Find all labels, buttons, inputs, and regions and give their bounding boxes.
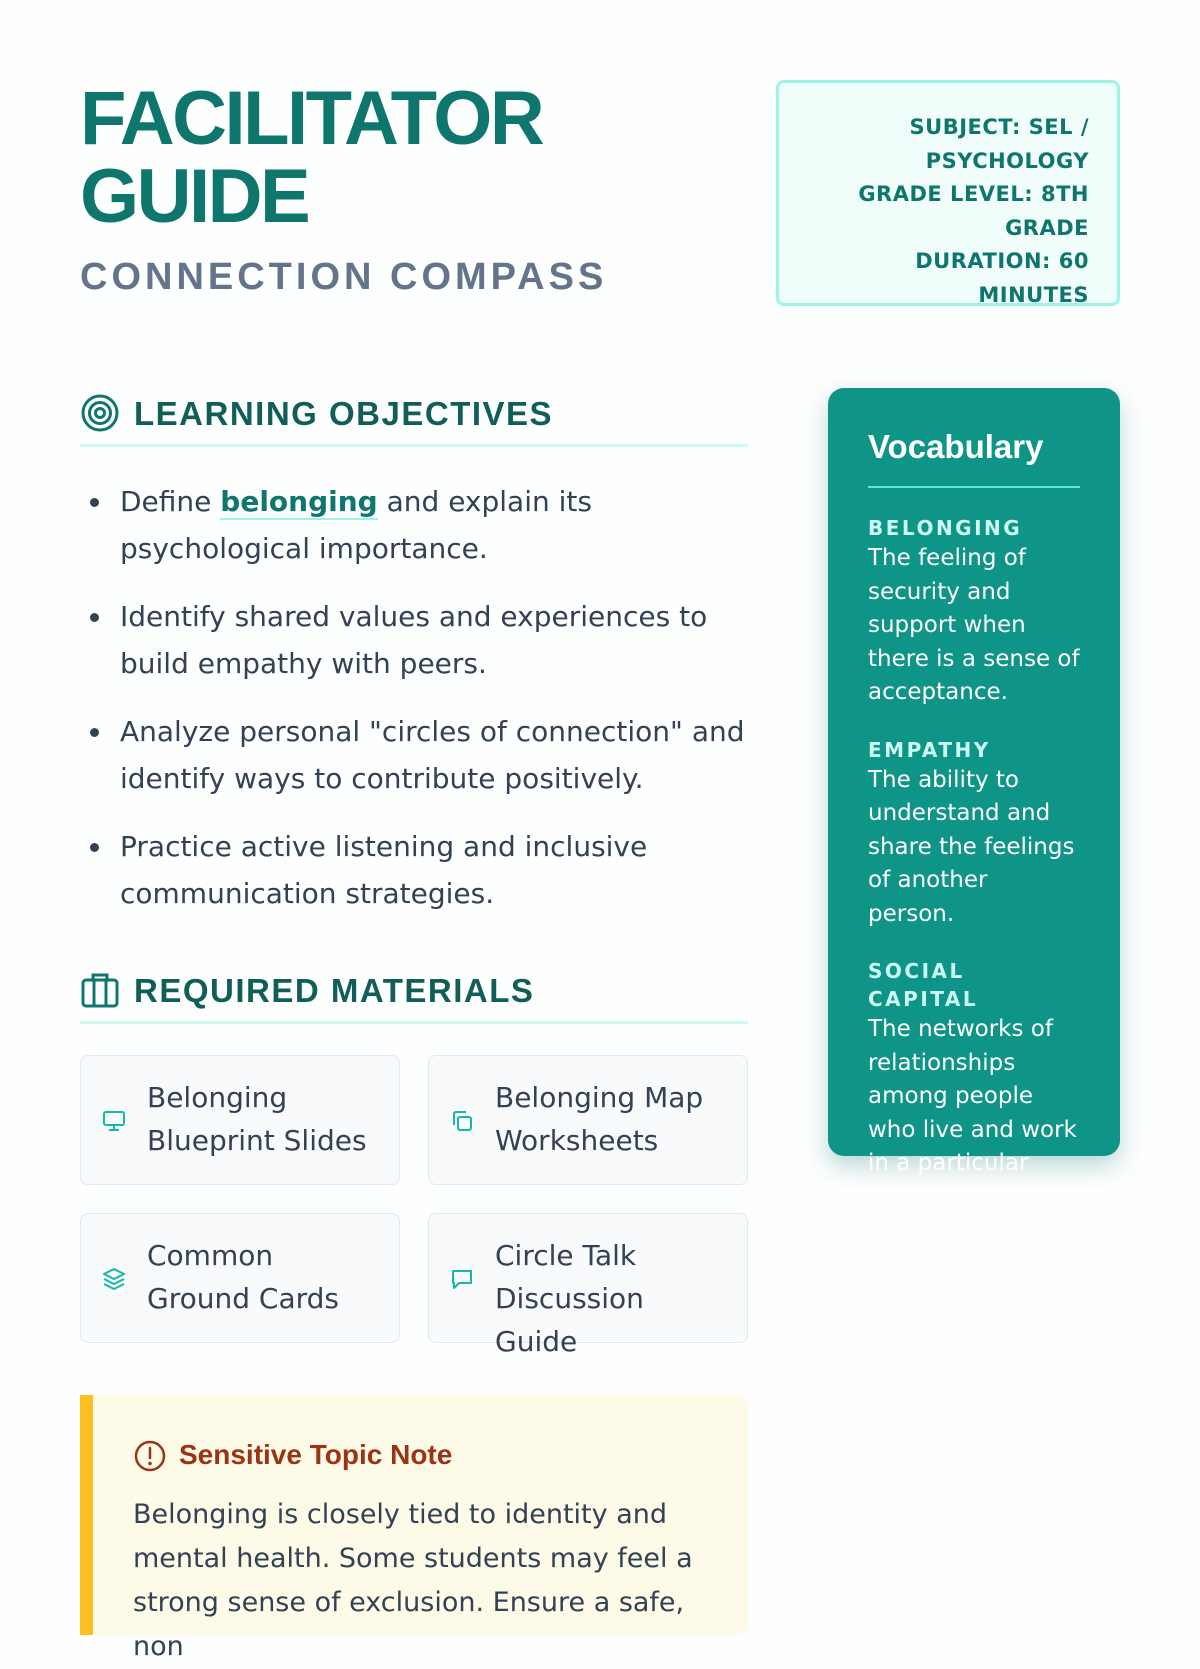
- material-label: Belonging Blueprint Slides: [147, 1081, 367, 1157]
- keyword-belonging: belonging: [220, 485, 378, 518]
- note-heading: Sensitive Topic Note: [179, 1439, 453, 1470]
- vocabulary-title: Vocabulary: [868, 428, 1080, 488]
- chat-icon: [449, 1266, 475, 1292]
- vocab-term: [868, 736, 1080, 932]
- materials-heading-label: REQUIRED MATERIALS: [134, 972, 535, 1009]
- term-name: SOCIAL CAPITAL: [868, 959, 979, 1011]
- list-item: Define belonging and explain its psychological importance.: [80, 478, 748, 572]
- material-card: [80, 1213, 400, 1343]
- objectives-heading-label: LEARNING OBJECTIVES: [134, 395, 554, 432]
- page-title: FACILITATOR GUIDE: [80, 76, 543, 239]
- meta-subject: SUBJECT: SEL /: [909, 115, 1089, 139]
- objectives-heading: [80, 393, 748, 447]
- list-item: Practice active listening and inclusive communication strategies.: [80, 823, 748, 917]
- term-name: EMPATHY: [868, 737, 991, 762]
- list-item: Analyze personal "circles of connection" and identify ways to contribute positively.: [80, 708, 748, 802]
- meta-subject-cont: PSYCHOLOGY: [925, 148, 1089, 173]
- material-card: [80, 1055, 400, 1185]
- term-name: BELONGING: [868, 516, 1023, 540]
- material-card: [428, 1055, 748, 1185]
- objectives-list: [80, 478, 748, 938]
- meta-grade: GRADE LEVEL: 8TH: [858, 182, 1089, 206]
- material-label: Belonging Map Worksheets: [495, 1081, 704, 1157]
- material-label: Common Ground Cards: [147, 1239, 339, 1315]
- monitor-icon: [101, 1108, 127, 1134]
- material-label: Circle Talk Discussion Guide: [495, 1239, 644, 1358]
- alert-icon: [133, 1439, 167, 1473]
- note-body: Belonging is closely tied to identity and mental health. Some students may feel a strong sense of exclusion. Ensure a safe, non: [133, 1499, 693, 1662]
- materials-heading: [80, 970, 748, 1024]
- layers-icon: [101, 1266, 127, 1292]
- meta-duration: DURATION: 60 MINUTES: [915, 249, 1089, 307]
- lesson-meta-box: [776, 80, 1120, 306]
- vocab-term: [868, 514, 1080, 710]
- vocab-term: [868, 957, 1080, 1214]
- target-icon: [80, 393, 120, 433]
- meta-grade-cont: GRADE: [1005, 215, 1089, 240]
- term-definition: The feeling of security and support when there is a sense of acceptance.: [868, 545, 1080, 705]
- list-item: Identify shared values and experiences to build empathy with peers.: [80, 593, 748, 687]
- page-subtitle: CONNECTION COMPASS: [80, 256, 608, 298]
- copy-icon: [449, 1108, 475, 1134]
- materials-grid: [80, 1055, 748, 1358]
- sensitive-topic-note: [80, 1395, 748, 1662]
- material-card: [428, 1213, 748, 1358]
- briefcase-icon: [80, 970, 120, 1010]
- term-definition: The ability to understand and share the feelings of another person.: [868, 766, 1075, 927]
- vocabulary-panel: [828, 388, 1120, 1210]
- term-definition: The networks of relationships among people who live and work in a particular society.: [868, 1016, 1077, 1210]
